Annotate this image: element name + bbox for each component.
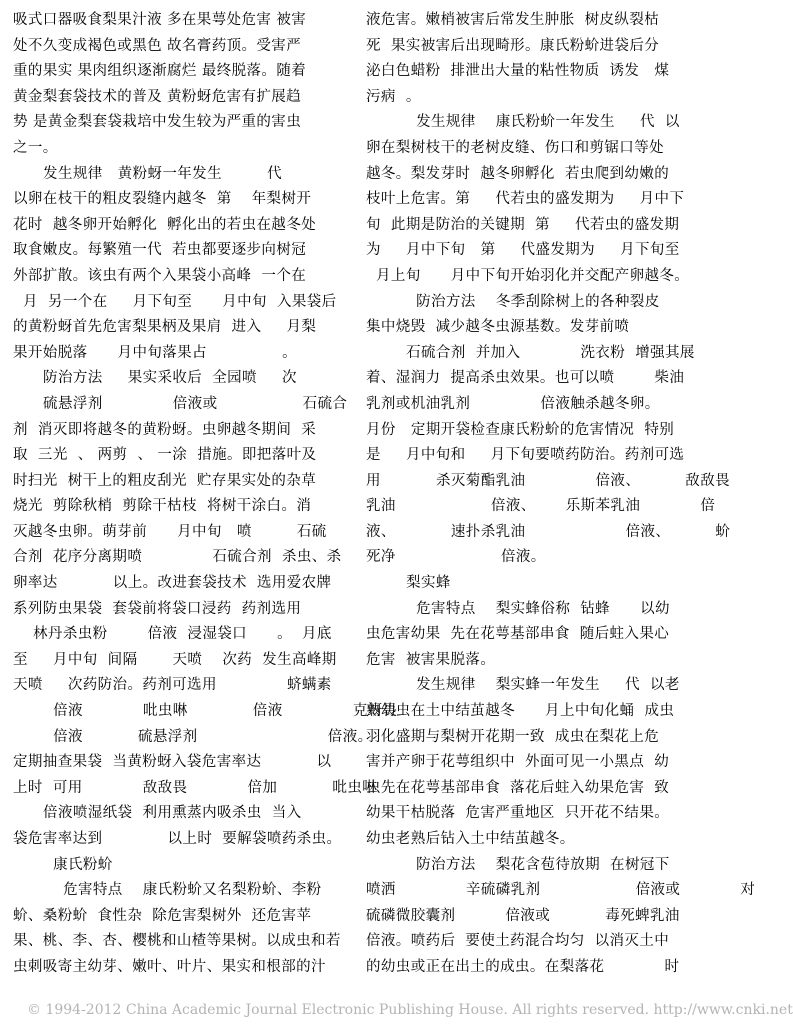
text-line: 为 月中下旬 第 代盛发期为 月下旬至	[366, 242, 680, 259]
text-line: 死 果实被害后出现畸形。康氏粉蚧进袋后分	[366, 37, 660, 54]
text-line: 上时 可用 敌敌畏 倍加 吡虫啉	[13, 779, 378, 796]
text-line: 合剂 花序分离期喷 石硫合剂 杀虫、杀	[13, 549, 342, 566]
text-line: 防治方法 梨花含苞待放期 在树冠下	[366, 856, 670, 873]
text-line: 梨实蜂	[366, 575, 451, 592]
text-line: 时扫光 树干上的粗皮刮光 贮存果实处的杂草	[13, 472, 317, 489]
text-line: 着、湿润力 提高杀虫效果。也可以喷 柴油	[366, 370, 685, 387]
text-line: 乳油 倍液、 乐斯苯乳油 倍	[366, 498, 716, 515]
text-line: 枝叶上危害。第 代若虫的盛发期为 月中下	[366, 191, 685, 208]
text-line: 虫刺吸寄主幼芽、嫩叶、叶片、果实和根部的汁	[13, 958, 326, 975]
text-line: 的黄粉蚜首先危害梨果柄及果肩 进入 月梨	[13, 319, 317, 336]
text-line: 倍液 硫悬浮剂 倍液。	[13, 728, 373, 745]
text-line: 石硫合剂 并加入 洗衣粉 增强其展	[366, 344, 695, 361]
text-line: 污病 。	[366, 88, 421, 105]
text-line: 康氏粉蚧	[13, 856, 113, 873]
text-line: 外部扩散。该虫有两个入果袋小高峰 一个在	[13, 267, 307, 284]
text-line: 液、 速扑杀乳油 倍液、 蚧	[366, 523, 731, 540]
text-line: 果开始脱落 月中旬落果占 。	[13, 344, 297, 361]
text-line: 吸式口器吸食梨果汁液 多在果萼处危害 被害	[13, 12, 307, 28]
text-line: 的幼虫或正在出土的成虫。在梨落花 时	[366, 958, 680, 975]
text-line: 重的果实 果肉组织逐渐腐烂 最终脱落。随着	[13, 63, 307, 80]
text-line: 虫先在花萼基部串食 落花后蛀入幼果危害 致	[366, 779, 670, 796]
text-line: 发生规律 梨实蜂一年发生 代 以老	[366, 677, 680, 694]
text-line: 势 是黄金梨套袋栽培中发生较为严重的害虫	[13, 114, 302, 131]
text-line: 硫磷微胶囊剂 倍液或 毒死蜱乳油	[366, 907, 680, 924]
text-line: 烧光 剪除秋梢 剪除干枯枝 将树干涂白。消	[13, 498, 312, 515]
text-line: 月 另一个在 月下旬至 月中旬 入果袋后	[13, 293, 337, 310]
text-line: 灭越冬虫卵。萌芽前 月中旬 喷 石硫	[13, 523, 327, 540]
text-line: 危害特点 梨实蜂俗称 钻蜂 以幼	[366, 600, 670, 617]
text-line: 越冬。梨发芽时 越冬卵孵化 若虫爬到幼嫩的	[366, 165, 670, 182]
text-line: 月上旬 月中下旬开始羽化并交配产卵越冬。	[366, 267, 690, 284]
text-line: 倍液。喷药后 要使土药混合均匀 以消灭土中	[366, 933, 670, 950]
text-line: 液危害。嫩梢被害后常发生肿胀 树皮纵裂枯	[366, 12, 660, 28]
text-line: 熟幼虫在土中结茧越冬 月上中旬化蛹 成虫	[366, 703, 675, 720]
text-line: 用 杀灭菊酯乳油 倍液、 敌敌畏	[366, 472, 731, 489]
text-line: 系列防虫果袋 套袋前将袋口浸药 药剂选用	[13, 600, 302, 617]
text-line: 幼果干枯脱落 危害严重地区 只开花不结果。	[366, 805, 670, 822]
text-line: 卵率达 以上。改进套袋技术 选用爱农牌	[13, 575, 332, 592]
text-line: 处不久变成褐色或黑色 故名膏药顶。受害严	[13, 37, 302, 54]
text-line: 害并产卵于花萼组织中 外面可见一小黑点 幼	[366, 754, 670, 771]
text-line: 虫危害幼果 先在花萼基部串食 随后蛀入果心	[366, 626, 670, 643]
text-line: 取 三光 、 两剪 、 一涂 措施。即把落叶及	[13, 447, 317, 464]
text-line: 至 月中旬 间隔 天喷 次药 发生高峰期	[13, 651, 337, 668]
text-line: 黄金梨套袋技术的普及 黄粉蚜危害有扩展趋	[13, 88, 302, 105]
text-line: 蚧、桑粉蚧 食性杂 除危害梨树外 还危害苹	[13, 907, 312, 924]
text-line: 林丹杀虫粉 倍液 浸湿袋口 。 月底	[13, 626, 332, 643]
text-line: 倍液 吡虫啉 倍液 克蚜畏	[13, 703, 398, 720]
text-line: 以卵在枝干的粗皮裂缝内越冬 第 年梨树开	[13, 191, 312, 208]
text-line: 发生规律 康氏粉蚧一年发生 代 以	[366, 114, 680, 131]
text-line: 羽化盛期与梨树开花期一致 成虫在梨花上危	[366, 728, 660, 745]
text-line: 幼虫老熟后钻入土中结茧越冬。	[366, 831, 575, 847]
text-line: 是 月中旬和 月下旬要喷药防治。药剂可选	[366, 447, 685, 464]
right-text-column	[366, 8, 756, 981]
text-line: 旬 此期是防治的关键期 第 代若虫的盛发期	[366, 216, 680, 233]
text-line: 防治方法 果实采收后 全园喷 次	[13, 370, 297, 387]
text-line: 危害特点 康氏粉蚧又名梨粉蚧、李粉	[13, 882, 322, 899]
text-line: 硫悬浮剂 倍液或 石硫合	[13, 395, 348, 412]
text-line: 剂 消灭即将越冬的黄粉蚜。虫卵越冬期间 采	[13, 421, 317, 438]
text-line: 月份 定期开袋检查康氏粉蚧的危害情况 特别	[366, 421, 675, 438]
text-line: 果、桃、李、杏、樱桃和山楂等果树。以成虫和若	[13, 933, 341, 950]
text-line: 倍液喷湿纸袋 利用熏蒸内吸杀虫 当入	[13, 805, 302, 822]
text-line: 死净 倍液。	[366, 549, 546, 566]
text-line: 发生规律 黄粉蚜一年发生 代	[13, 165, 282, 182]
text-line: 集中烧毁 减少越冬虫源基数。发芽前喷	[366, 319, 630, 336]
text-line: 泌白色蜡粉 排泄出大量的粘性物质 诱发 煤	[366, 63, 670, 80]
text-line: 乳剂或机油乳剂 倍液触杀越冬卵。	[366, 395, 660, 412]
text-line: 喷洒 辛硫磷乳剂 倍液或 对	[366, 882, 756, 899]
text-line: 危害 被害果脱落。	[366, 651, 496, 668]
text-line: 卵在梨树枝干的老树皮缝、伤口和剪锯口等处	[366, 139, 664, 156]
text-line: 防治方法 冬季刮除树上的各种裂皮	[366, 293, 660, 310]
copyright-footer: © 1994-2012 China Academic Journal Electronic Publishing House. All rights reserved. http://www.cnki.net	[27, 1002, 793, 1018]
text-line: 取食嫩皮。每繁殖一代 若虫都要逐步向树冠	[13, 242, 307, 259]
text-line: 花时 越冬卵开始孵化 孵化出的若虫在越冬处	[13, 216, 317, 233]
text-line: 袋危害率达到 以上时 要解袋喷药杀虫。	[13, 831, 342, 847]
text-line: 天喷 次药防治。药剂可选用 蛴螨素	[13, 677, 332, 694]
text-line: 定期抽查果袋 当黄粉蚜入袋危害率达 以	[13, 754, 332, 771]
text-line: 之一。	[13, 139, 58, 156]
